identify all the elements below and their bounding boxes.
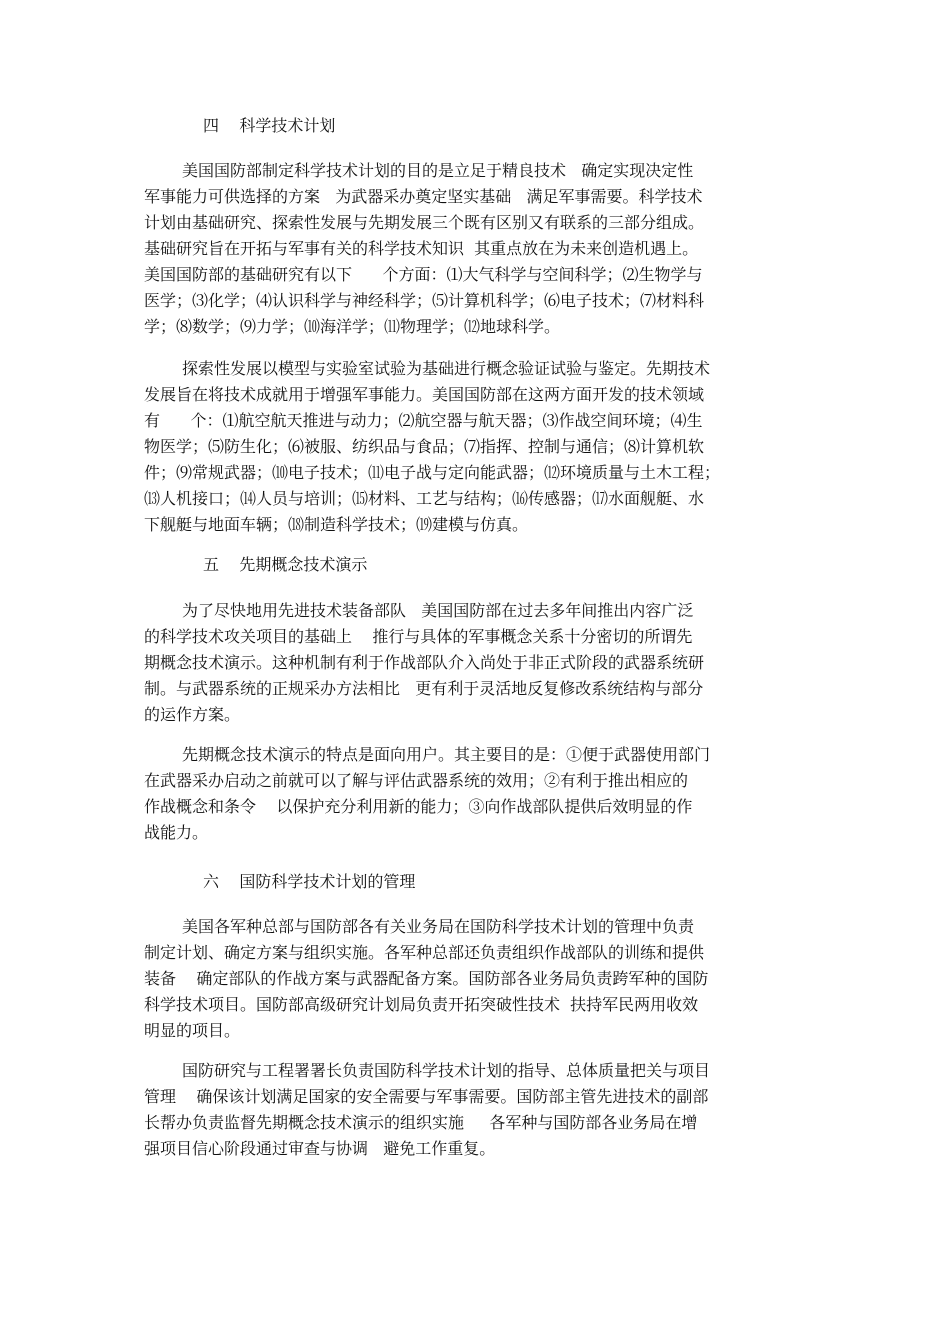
text-line: 物医学；⑸防生化；⑹被服、纺织品与食品；⑺指挥、控制与通信；⑻计算机软 (144, 437, 705, 456)
section-heading-6: 六 国防科学技术计划的管理 (203, 872, 416, 891)
paragraph-4-2 (144, 356, 812, 538)
text-line: 计划由基础研究、探索性发展与先期发展三个既有区别又有联系的三部分组成。 (144, 213, 705, 232)
text-line: 强项目信心阶段通过审查与协调 避免工作重复。 (144, 1139, 496, 1158)
text-line: 探索性发展以模型与实验室试验为基础进行概念验证试验与鉴定。先期技术 (182, 359, 711, 378)
text-line: 的运作方案。 (144, 705, 241, 724)
text-line: 医学；⑶化学；⑷认识科学与神经科学；⑸计算机科学；⑹电子技术；⑺材料科 (144, 291, 705, 310)
text-line: 明显的项目。 (144, 1021, 241, 1040)
text-line: 战能力。 (144, 823, 209, 842)
text-line: 下舰艇与地面车辆；⒅制造科学技术；⒆建模与仿真。 (144, 515, 529, 534)
text-line: 国防研究与工程署署长负责国防科学技术计划的指导、总体质量把关与项目 (182, 1061, 711, 1080)
section-heading-4: 四 科学技术计划 (203, 116, 336, 135)
text-line: 科学技术项目。国防部高级研究计划局负责开拓突破性技术 扶持军民两用收效 (144, 995, 699, 1014)
paragraph-4-1 (144, 158, 812, 340)
text-line: 有 个：⑴航空航天推进与动力；⑵航空器与航天器；⑶作战空间环境；⑷生 (144, 411, 703, 430)
text-line: 制定计划、确定方案与组织实施。各军种总部还负责组织作战部队的训练和提供 (144, 943, 705, 962)
text-line: 先期概念技术演示的特点是面向用户。其主要目的是：①便于武器使用部门 (182, 745, 711, 764)
text-line: 作战概念和条令 以保护充分利用新的能力；③向作战部队提供后效明显的作 (144, 797, 693, 816)
text-line: 制。与武器系统的正规采办方法相比 更有利于灵活地反复修改系统结构与部分 (144, 679, 704, 698)
text-line: 美国各军种总部与国防部各有关业务局在国防科学技术计划的管理中负责 (182, 917, 695, 936)
text-line: 军事能力可供选择的方案 为武器采办奠定坚实基础 满足军事需要。科学技术 (144, 187, 703, 206)
paragraph-6-1 (144, 914, 812, 1044)
paragraph-6-2 (144, 1058, 812, 1162)
text-line: 件；⑼常规武器；⑽电子技术；⑾电子战与定向能武器；⑿环境质量与土木工程； (144, 463, 721, 482)
text-line: 在武器采办启动之前就可以了解与评估武器系统的效用；②有利于推出相应的 (144, 771, 689, 790)
text-line: 管理 确保该计划满足国家的安全需要与军事需要。国防部主管先进技术的副部 (144, 1087, 709, 1106)
paragraph-5-1 (144, 598, 812, 728)
text-line: 期概念技术演示。这种机制有利于作战部队介入尚处于非正式阶段的武器系统研 (144, 653, 705, 672)
text-line: 发展旨在将技术成就用于增强军事能力。美国国防部在这两方面开发的技术领域 (144, 385, 705, 404)
paragraph-5-2 (144, 742, 812, 846)
text-line: 美国国防部的基础研究有以下 个方面：⑴大气科学与空间科学；⑵生物学与 (144, 265, 703, 284)
section-heading-5: 五 先期概念技术演示 (203, 555, 368, 574)
text-line: 美国国防部制定科学技术计划的目的是立足于精良技术 确定实现决定性 (182, 161, 694, 180)
text-line: 的科学技术攻关项目的基础上 推行与具体的军事概念关系十分密切的所谓先 (144, 627, 693, 646)
text-line: 为了尽快地用先进技术装备部队 美国国防部在过去多年间推出内容广泛 (182, 601, 694, 620)
text-line: 学；⑻数学；⑼力学；⑽海洋学；⑾物理学；⑿地球科学。 (144, 317, 561, 336)
text-line: 基础研究旨在开拓与军事有关的科学技术知识 其重点放在为未来创造机遇上。 (144, 239, 699, 258)
text-line: ⒀人机接口；⒁人员与培训；⒂材料、工艺与结构；⒃传感器；⒄水面舰艇、水 (144, 489, 705, 508)
text-line: 装备 确定部队的作战方案与武器配备方案。国防部各业务局负责跨军种的国防 (144, 969, 709, 988)
text-line: 长帮办负责监督先期概念技术演示的组织实施 各军种与国防部各业务局在增 (144, 1113, 698, 1132)
